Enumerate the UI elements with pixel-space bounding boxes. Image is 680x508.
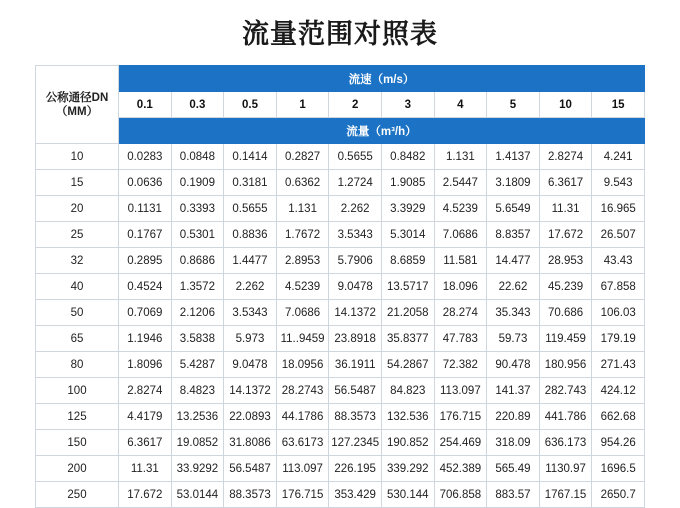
cell-flow: 45.239: [539, 274, 592, 300]
cell-flow: 1696.5: [592, 456, 645, 482]
table-body: [36, 144, 645, 508]
cell-flow: 0.0636: [119, 170, 172, 196]
cell-flow: 4.241: [592, 144, 645, 170]
cell-flow: 90.478: [487, 352, 540, 378]
cell-flow: 452.389: [434, 456, 487, 482]
cell-dn: 200: [36, 456, 119, 482]
cell-flow: 47.783: [434, 326, 487, 352]
cell-flow: 954.26: [592, 430, 645, 456]
cell-flow: 141.37: [487, 378, 540, 404]
cell-flow: 2.5447: [434, 170, 487, 196]
cell-flow: 11.31: [539, 196, 592, 222]
cell-flow: 0.5655: [329, 144, 382, 170]
header-dn-line2: （MM）: [55, 105, 99, 118]
cell-flow: 1.131: [434, 144, 487, 170]
cell-flow: 19.0852: [171, 430, 224, 456]
cell-flow: 35.8377: [381, 326, 434, 352]
cell-flow: 0.0848: [171, 144, 224, 170]
cell-dn: 20: [36, 196, 119, 222]
cell-flow: 4.4179: [119, 404, 172, 430]
header-row-flow: [36, 118, 645, 144]
cell-flow: 56.5487: [224, 456, 277, 482]
header-speed-value: 0.3: [171, 92, 224, 118]
cell-flow: 3.3929: [381, 196, 434, 222]
cell-flow: 43.43: [592, 248, 645, 274]
cell-flow: 0.5655: [224, 196, 277, 222]
cell-flow: 8.6859: [381, 248, 434, 274]
cell-flow: 88.3573: [329, 404, 382, 430]
cell-flow: 5.4287: [171, 352, 224, 378]
cell-flow: 2.262: [224, 274, 277, 300]
cell-flow: 28.953: [539, 248, 592, 274]
header-speed-value: 0.5: [224, 92, 277, 118]
cell-dn: 32: [36, 248, 119, 274]
cell-flow: 56.5487: [329, 378, 382, 404]
table-row: [36, 300, 645, 326]
cell-flow: 35.343: [487, 300, 540, 326]
cell-flow: 72.382: [434, 352, 487, 378]
cell-flow: 59.73: [487, 326, 540, 352]
cell-flow: 119.459: [539, 326, 592, 352]
cell-flow: 0.5301: [171, 222, 224, 248]
cell-flow: 3.5343: [329, 222, 382, 248]
cell-flow: 127.2345: [329, 430, 382, 456]
table-row: [36, 248, 645, 274]
cell-flow: 113.097: [276, 456, 329, 482]
cell-flow: 17.672: [539, 222, 592, 248]
header-row-speed-values: [36, 92, 645, 118]
cell-flow: 5.973: [224, 326, 277, 352]
cell-flow: 636.173: [539, 430, 592, 456]
cell-flow: 1130.97: [539, 456, 592, 482]
flow-range-table: [35, 65, 645, 508]
header-speed-value: 5: [487, 92, 540, 118]
cell-flow: 21.2058: [381, 300, 434, 326]
cell-flow: 2650.7: [592, 482, 645, 508]
cell-flow: 424.12: [592, 378, 645, 404]
cell-flow: 1.131: [276, 196, 329, 222]
cell-flow: 2.8953: [276, 248, 329, 274]
cell-flow: 53.0144: [171, 482, 224, 508]
cell-flow: 0.1909: [171, 170, 224, 196]
header-speed-value: 10: [539, 92, 592, 118]
cell-flow: 5.7906: [329, 248, 382, 274]
header-speed-value: 1: [276, 92, 329, 118]
header-speed-value: 2: [329, 92, 382, 118]
cell-flow: 13.2536: [171, 404, 224, 430]
cell-flow: 36.1911: [329, 352, 382, 378]
table-row: [36, 404, 645, 430]
header-speed-value: 0.1: [119, 92, 172, 118]
cell-flow: 106.03: [592, 300, 645, 326]
table-row: [36, 274, 645, 300]
cell-flow: 0.3181: [224, 170, 277, 196]
cell-dn: 65: [36, 326, 119, 352]
cell-flow: 16.965: [592, 196, 645, 222]
cell-flow: 31.8086: [224, 430, 277, 456]
table-row: [36, 456, 645, 482]
cell-dn: 80: [36, 352, 119, 378]
cell-flow: 132.536: [381, 404, 434, 430]
cell-flow: 179.19: [592, 326, 645, 352]
cell-dn: 15: [36, 170, 119, 196]
header-nominal-diameter: [36, 66, 119, 144]
cell-flow: 11.31: [119, 456, 172, 482]
cell-dn: 50: [36, 300, 119, 326]
cell-flow: 2.8274: [119, 378, 172, 404]
cell-flow: 88.3573: [224, 482, 277, 508]
cell-flow: 1.9085: [381, 170, 434, 196]
table-row: [36, 144, 645, 170]
cell-flow: 0.6362: [276, 170, 329, 196]
cell-flow: 14.1372: [329, 300, 382, 326]
cell-flow: 0.8482: [381, 144, 434, 170]
table-row: [36, 482, 645, 508]
cell-flow: 5.6549: [487, 196, 540, 222]
cell-flow: 1.2724: [329, 170, 382, 196]
table-row: [36, 196, 645, 222]
cell-flow: 28.274: [434, 300, 487, 326]
header-dn-line1: 公称通径DN: [45, 91, 109, 104]
cell-flow: 0.0283: [119, 144, 172, 170]
cell-dn: 125: [36, 404, 119, 430]
table-row: [36, 352, 645, 378]
cell-flow: 441.786: [539, 404, 592, 430]
cell-flow: 353.429: [329, 482, 382, 508]
table-row: [36, 378, 645, 404]
cell-flow: 1.4137: [487, 144, 540, 170]
cell-flow: 33.9292: [171, 456, 224, 482]
cell-flow: 22.62: [487, 274, 540, 300]
table-row: [36, 326, 645, 352]
cell-dn: 250: [36, 482, 119, 508]
cell-flow: 190.852: [381, 430, 434, 456]
cell-flow: 1.8096: [119, 352, 172, 378]
cell-dn: 100: [36, 378, 119, 404]
cell-flow: 67.858: [592, 274, 645, 300]
table-row: [36, 170, 645, 196]
cell-dn: 25: [36, 222, 119, 248]
table-header: [36, 66, 645, 144]
header-speed: 流速（m/s）: [119, 66, 645, 92]
cell-flow: 1.3572: [171, 274, 224, 300]
cell-flow: 8.4823: [171, 378, 224, 404]
cell-flow: 17.672: [119, 482, 172, 508]
cell-flow: 23.8918: [329, 326, 382, 352]
cell-flow: 14.1372: [224, 378, 277, 404]
header-speed-value: 15: [592, 92, 645, 118]
cell-dn: 10: [36, 144, 119, 170]
cell-flow: 18.096: [434, 274, 487, 300]
cell-flow: 282.743: [539, 378, 592, 404]
cell-flow: 4.5239: [434, 196, 487, 222]
cell-flow: 4.5239: [276, 274, 329, 300]
cell-flow: 220.89: [487, 404, 540, 430]
header-flow: 流量（m³/h）: [119, 118, 645, 144]
cell-flow: 271.43: [592, 352, 645, 378]
cell-flow: 318.09: [487, 430, 540, 456]
cell-flow: 176.715: [276, 482, 329, 508]
table-row: [36, 222, 645, 248]
cell-flow: 7.0686: [276, 300, 329, 326]
cell-flow: 2.8274: [539, 144, 592, 170]
cell-flow: 530.144: [381, 482, 434, 508]
cell-flow: 8.8357: [487, 222, 540, 248]
cell-flow: 0.1767: [119, 222, 172, 248]
cell-dn: 150: [36, 430, 119, 456]
cell-flow: 1767.15: [539, 482, 592, 508]
cell-flow: 0.2827: [276, 144, 329, 170]
cell-flow: 13.5717: [381, 274, 434, 300]
cell-flow: 3.5343: [224, 300, 277, 326]
cell-flow: 11.581: [434, 248, 487, 274]
cell-flow: 6.3617: [119, 430, 172, 456]
cell-flow: 226.195: [329, 456, 382, 482]
cell-flow: 254.469: [434, 430, 487, 456]
cell-flow: 9.0478: [329, 274, 382, 300]
cell-flow: 9.0478: [224, 352, 277, 378]
cell-flow: 0.8686: [171, 248, 224, 274]
cell-flow: 28.2743: [276, 378, 329, 404]
header-row-speed: [36, 66, 645, 92]
cell-flow: 1.4477: [224, 248, 277, 274]
cell-flow: 7.0686: [434, 222, 487, 248]
cell-flow: 706.858: [434, 482, 487, 508]
header-speed-value: 4: [434, 92, 487, 118]
cell-flow: 14.477: [487, 248, 540, 274]
cell-flow: 2.262: [329, 196, 382, 222]
cell-flow: 0.1414: [224, 144, 277, 170]
cell-flow: 662.68: [592, 404, 645, 430]
cell-dn: 40: [36, 274, 119, 300]
cell-flow: 11..9459: [276, 326, 329, 352]
cell-flow: 0.1131: [119, 196, 172, 222]
cell-flow: 565.49: [487, 456, 540, 482]
cell-flow: 1.7672: [276, 222, 329, 248]
cell-flow: 6.3617: [539, 170, 592, 196]
cell-flow: 176.715: [434, 404, 487, 430]
cell-flow: 5.3014: [381, 222, 434, 248]
cell-flow: 22.0893: [224, 404, 277, 430]
cell-flow: 3.1809: [487, 170, 540, 196]
cell-flow: 1.1946: [119, 326, 172, 352]
cell-flow: 2.1206: [171, 300, 224, 326]
cell-flow: 26.507: [592, 222, 645, 248]
cell-flow: 180.956: [539, 352, 592, 378]
cell-flow: 0.4524: [119, 274, 172, 300]
table-container: [0, 65, 680, 508]
cell-flow: 0.8836: [224, 222, 277, 248]
cell-flow: 0.7069: [119, 300, 172, 326]
cell-flow: 113.097: [434, 378, 487, 404]
cell-flow: 44.1786: [276, 404, 329, 430]
header-speed-value: 3: [381, 92, 434, 118]
cell-flow: 84.823: [381, 378, 434, 404]
table-row: [36, 430, 645, 456]
page-title: 流量范围对照表: [242, 19, 438, 49]
cell-flow: 339.292: [381, 456, 434, 482]
cell-flow: 3.5838: [171, 326, 224, 352]
cell-flow: 18.0956: [276, 352, 329, 378]
cell-flow: 54.2867: [381, 352, 434, 378]
cell-flow: 70.686: [539, 300, 592, 326]
cell-flow: 9.543: [592, 170, 645, 196]
cell-flow: 0.2895: [119, 248, 172, 274]
cell-flow: 0.3393: [171, 196, 224, 222]
cell-flow: 883.57: [487, 482, 540, 508]
cell-flow: 63.6173: [276, 430, 329, 456]
